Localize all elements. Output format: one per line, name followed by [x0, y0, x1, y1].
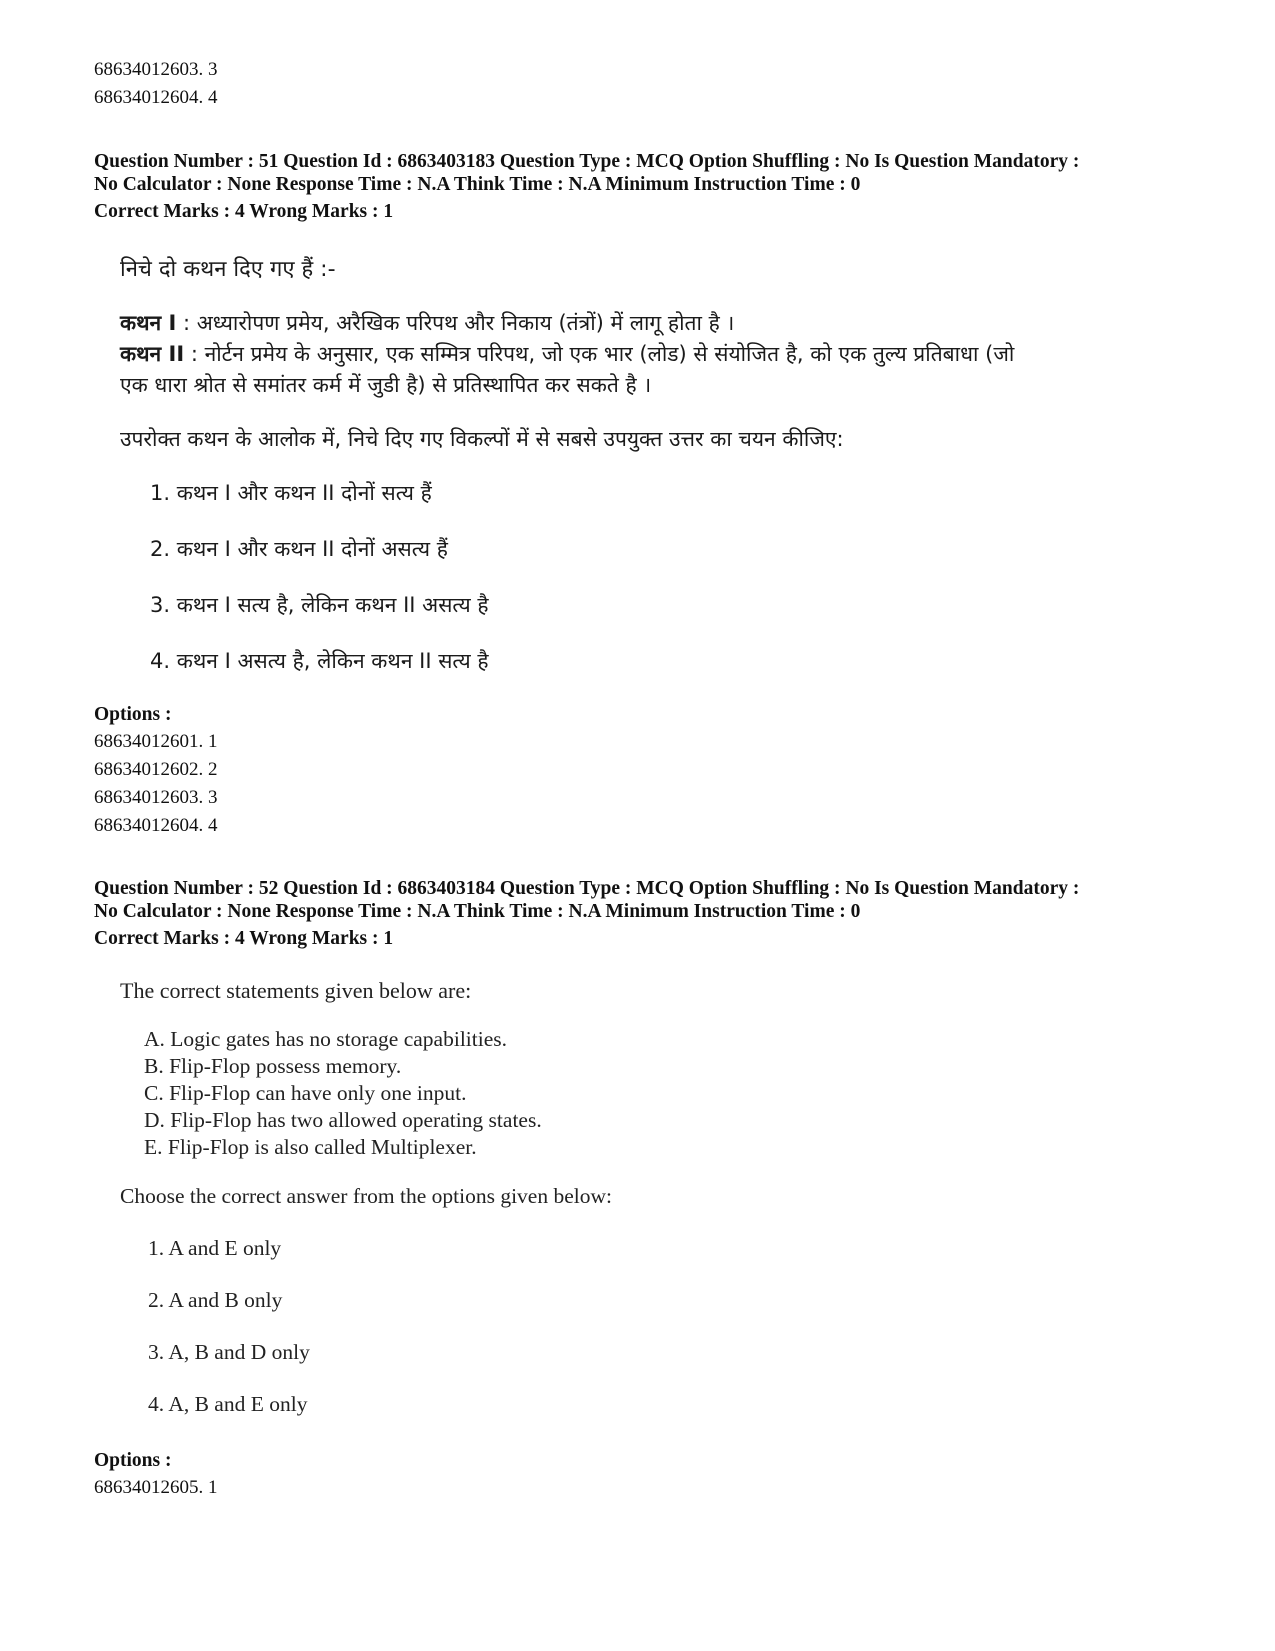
question-meta-line: No Calculator : None Response Time : N.A Think Time : N.A Minimum Instruction Time : 0 [94, 174, 861, 195]
question-prompt: Choose the correct answer from the options given below: [120, 1184, 612, 1208]
answer-choice: 2. कथन I और कथन II दोनों असत्य हैं [150, 537, 448, 561]
option-id-line: 68634012604. 4 [94, 87, 218, 108]
statement-2-continued: एक धारा श्रोत से समांतर कर्म में जुडी है) से प्रतिस्थापित कर सकते है । [120, 373, 652, 397]
answer-choice: 1. A and E only [148, 1236, 282, 1260]
statement-text: : अध्यारोपण प्रमेय, अरैखिक परिपथ और निकाय (तंत्रों) में लागू होता है । [176, 311, 735, 335]
question-meta-line: No Calculator : None Response Time : N.A Think Time : N.A Minimum Instruction Time : 0 [94, 901, 861, 922]
statement-text: : नोर्टन प्रमेय के अनुसार, एक सम्मित्र परिपथ, जो एक भार (लोड) से संयोजित है, को एक तुल्य प्रतिबाधा (जो [184, 342, 1015, 366]
answer-choice: 2. A and B only [148, 1288, 283, 1312]
statement-item: A. Logic gates has no storage capabilities. [144, 1027, 508, 1051]
statement-1 [120, 308, 1180, 339]
statement-2 [120, 339, 1180, 370]
statement-item: C. Flip-Flop can have only one input. [144, 1081, 467, 1105]
answer-choice: 3. A, B and D only [148, 1340, 310, 1364]
options-label: Options : [94, 1450, 172, 1471]
option-id-line: 68634012603. 3 [94, 787, 218, 808]
question-intro: The correct statements given below are: [120, 978, 472, 1003]
options-label: Options : [94, 704, 172, 725]
option-id-line: 68634012602. 2 [94, 759, 218, 780]
statement-item: D. Flip-Flop has two allowed operating states. [144, 1108, 542, 1132]
question-52-options [94, 1448, 1181, 1502]
answer-choice: 1. कथन I और कथन II दोनों सत्य हैं [150, 481, 432, 505]
answer-choice: 3. कथन I सत्य है, लेकिन कथन II असत्य है [150, 593, 489, 617]
question-marks: Correct Marks : 4 Wrong Marks : 1 [94, 928, 394, 949]
question-meta-line: Question Number : 51 Question Id : 6863403183 Question Type : MCQ Option Shuffling : No Is Question Mandatory : [94, 151, 1080, 172]
answer-choice: 4. कथन I असत्य है, लेकिन कथन II सत्य है [150, 649, 489, 673]
question-52-header [94, 877, 1181, 951]
question-prompt: उपरोक्त कथन के आलोक में, निचे दिए गए विकल्पों में से सबसे उपयुक्त उत्तर का चयन कीजिए: [120, 427, 844, 451]
option-id-line: 68634012605. 1 [94, 1477, 218, 1498]
question-52-body [120, 976, 1120, 1419]
question-51-body [120, 254, 1180, 677]
statement-label: कथन II [120, 342, 185, 366]
statement-item: B. Flip-Flop possess memory. [144, 1054, 402, 1078]
question-marks: Correct Marks : 4 Wrong Marks : 1 [94, 201, 394, 222]
question-51-options [94, 702, 1181, 840]
answer-choice: 4. A, B and E only [148, 1392, 308, 1416]
question-51-header [94, 150, 1181, 224]
question-intro: निचे दो कथन दिए गए हैं :- [120, 257, 336, 282]
statement-item: E. Flip-Flop is also called Multiplexer. [144, 1135, 477, 1159]
statement-label: कथन I [120, 311, 177, 335]
option-id-line: 68634012601. 1 [94, 731, 218, 752]
statement-list [144, 1026, 1120, 1161]
previous-question-options [94, 56, 1181, 112]
question-meta-line: Question Number : 52 Question Id : 6863403184 Question Type : MCQ Option Shuffling : No Is Question Mandatory : [94, 878, 1080, 899]
option-id-line: 68634012603. 3 [94, 59, 218, 80]
option-id-line: 68634012604. 4 [94, 815, 218, 836]
